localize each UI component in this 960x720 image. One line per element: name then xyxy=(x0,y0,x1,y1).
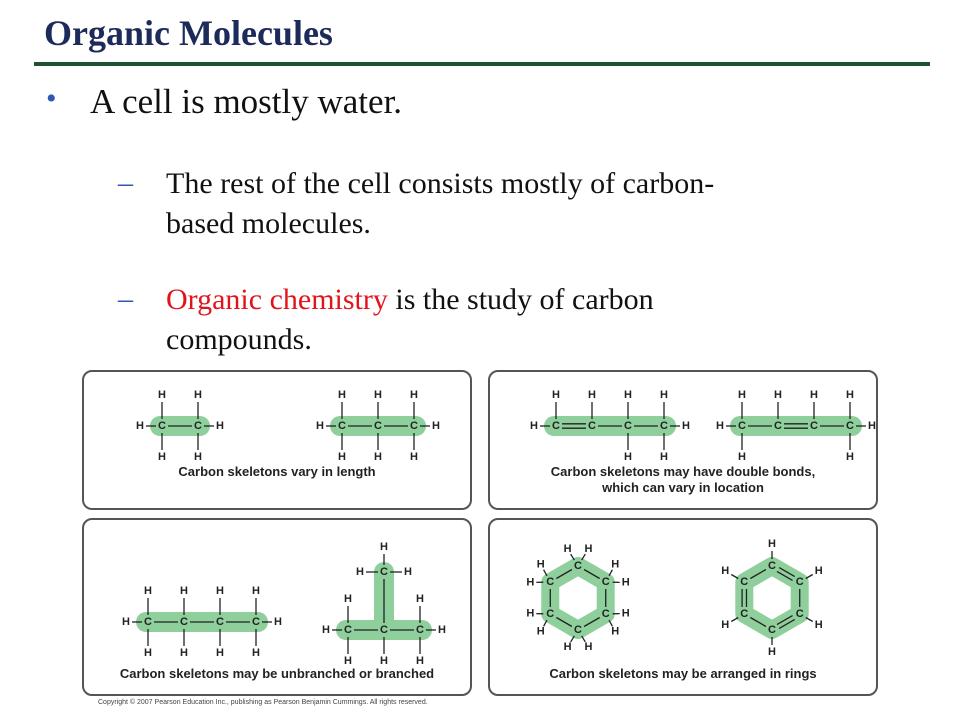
caption-double-line-2: which can vary in location xyxy=(602,480,764,495)
carbon-atom: C xyxy=(768,624,776,636)
caption-length: Carbon skeletons vary in length xyxy=(178,464,376,479)
hydrogen-atom: H xyxy=(144,585,152,597)
caption-double-bonds xyxy=(490,464,876,496)
hydrogen-atom: H xyxy=(716,420,724,432)
carbon-atom: C xyxy=(795,576,804,588)
carbon-skeleton-highlight xyxy=(550,566,605,630)
bullet-text: A cell is mostly water. xyxy=(90,82,403,121)
hydrogen-atom: H xyxy=(768,646,776,658)
hydrogen-atom: H xyxy=(810,389,818,401)
organic-chemistry-term: Organic chemistry xyxy=(166,283,388,316)
hydrogen-atom: H xyxy=(552,389,560,401)
hydrogen-atom: H xyxy=(322,624,330,636)
panel-double-bonds xyxy=(488,370,878,510)
hydrogen-atom: H xyxy=(252,585,260,597)
hydrogen-atom: H xyxy=(158,451,166,463)
hydrogen-atom: H xyxy=(122,616,130,628)
hydrogen-atom: H xyxy=(194,389,202,401)
hydrogen-atom: H xyxy=(216,585,224,597)
carbon-atom: C xyxy=(810,420,818,432)
hydrogen-atom: H xyxy=(738,451,746,463)
hydrogen-atom: H xyxy=(660,451,668,463)
hydrogen-atom: H xyxy=(180,585,188,597)
carbon-atom: C xyxy=(144,616,152,628)
hydrogen-atom: H xyxy=(563,641,572,654)
carbon-atom: C xyxy=(738,420,746,432)
hydrogen-atom: H xyxy=(416,655,424,667)
molecule-benzene xyxy=(716,528,836,658)
hydrogen-atom: H xyxy=(316,420,324,432)
title-divider xyxy=(34,62,930,66)
copyright-notice: Copyright © 2007 Pearson Education Inc., publishing as Pearson Benjamin Cummings. All rights reserved. xyxy=(98,699,428,706)
carbon-atom: C xyxy=(252,616,260,628)
hydrogen-atom: H xyxy=(526,607,535,620)
hydrogen-atom: H xyxy=(660,389,668,401)
carbon-atom: C xyxy=(344,624,352,636)
hydrogen-atom: H xyxy=(563,542,572,555)
panel-rings xyxy=(488,518,878,696)
carbon-atom: C xyxy=(624,420,632,432)
hydrogen-atom: H xyxy=(438,624,446,636)
hydrogen-atom: H xyxy=(621,576,630,589)
hydrogen-atom: H xyxy=(380,655,388,667)
carbon-atom: C xyxy=(380,624,388,636)
hydrogen-atom: H xyxy=(410,451,418,463)
hydrogen-atom: H xyxy=(721,565,730,577)
carbon-atom: C xyxy=(194,420,202,432)
hydrogen-atom: H xyxy=(216,420,224,432)
hydrogen-atom: H xyxy=(374,389,382,401)
hydrogen-atom: H xyxy=(356,566,364,578)
hydrogen-atom: H xyxy=(274,616,282,628)
hydrogen-atom: H xyxy=(158,389,166,401)
carbon-atom: C xyxy=(380,566,388,578)
slide-title: Organic Molecules xyxy=(44,13,333,53)
hydrogen-atom: H xyxy=(536,558,545,571)
hydrogen-atom: H xyxy=(432,420,440,432)
hydrogen-atom: H xyxy=(624,389,632,401)
hydrogen-atom: H xyxy=(380,541,388,553)
hydrogen-atom: H xyxy=(144,647,152,659)
hydrogen-atom: H xyxy=(136,420,144,432)
carbon-atom: C xyxy=(416,624,424,636)
carbon-atom: C xyxy=(338,420,346,432)
hydrogen-atom: H xyxy=(814,565,823,577)
carbon-atom: C xyxy=(374,420,382,432)
hydrogen-atom: H xyxy=(410,389,418,401)
sub-bullet-1-line-1: The rest of the cell consists mostly of carbon- xyxy=(166,167,715,200)
hydrogen-atom: H xyxy=(252,647,260,659)
hydrogen-atom: H xyxy=(416,593,424,605)
carbon-atom: C xyxy=(768,560,776,572)
caption-double-line-1: Carbon skeletons may have double bonds, xyxy=(550,464,816,479)
hydrogen-atom: H xyxy=(584,542,593,555)
hydrogen-atom: H xyxy=(180,647,188,659)
sub-bullet-2-rest: is the study of carbon xyxy=(387,283,654,316)
sub-bullet-2-line-2: compounds. xyxy=(166,323,312,356)
panel-length xyxy=(82,370,472,510)
carbon-atom: C xyxy=(795,608,804,620)
sub-bullet-1 xyxy=(166,164,866,244)
hydrogen-atom: H xyxy=(738,389,746,401)
carbon-atom: C xyxy=(546,608,555,620)
hydrogen-atom: H xyxy=(846,389,854,401)
hydrogen-atom: H xyxy=(682,420,690,432)
carbon-atom: C xyxy=(574,560,582,572)
carbon-atom: C xyxy=(846,420,854,432)
sub-bullet-2-line-1 xyxy=(166,280,866,320)
hydrogen-atom: H xyxy=(216,647,224,659)
carbon-skeleton-highlight xyxy=(744,566,799,630)
hydrogen-atom: H xyxy=(338,389,346,401)
hydrogen-atom: H xyxy=(846,451,854,463)
carbon-skeleton-figure xyxy=(76,368,884,698)
sub-bullet-dash-2: – xyxy=(118,282,133,315)
carbon-atom: C xyxy=(180,616,188,628)
sub-bullet-2 xyxy=(166,280,866,360)
bullet-marker: • xyxy=(46,82,57,115)
carbon-atom: C xyxy=(574,624,582,636)
carbon-atom: C xyxy=(546,576,555,588)
carbon-atom: C xyxy=(774,420,782,432)
hydrogen-atom: H xyxy=(814,619,823,631)
hydrogen-atom: H xyxy=(868,420,876,432)
caption-branching: Carbon skeletons may be unbranched or branched xyxy=(119,666,435,681)
carbon-atom: C xyxy=(158,420,166,432)
panel-branching xyxy=(82,518,472,696)
hydrogen-atom: H xyxy=(344,593,352,605)
hydrogen-atom: H xyxy=(194,451,202,463)
hydrogen-atom: H xyxy=(536,625,545,638)
caption-rings: Carbon skeletons may be arranged in rings xyxy=(549,666,817,681)
hydrogen-atom: H xyxy=(624,451,632,463)
molecule-butane xyxy=(110,576,280,676)
carbon-atom: C xyxy=(601,576,610,588)
hydrogen-atom: H xyxy=(611,558,620,571)
hydrogen-atom: H xyxy=(588,389,596,401)
sub-bullet-1-line-2: based molecules. xyxy=(166,207,371,240)
hydrogen-atom: H xyxy=(584,641,593,654)
hydrogen-atom: H xyxy=(721,619,730,631)
hydrogen-atom: H xyxy=(774,389,782,401)
hydrogen-atom: H xyxy=(530,420,538,432)
hydrogen-atom: H xyxy=(404,566,412,578)
hydrogen-atom: H xyxy=(768,538,776,550)
molecule-cyclohexane xyxy=(526,542,636,662)
hydrogen-atom: H xyxy=(611,625,620,638)
sub-bullet-dash-1: – xyxy=(118,166,133,199)
carbon-atom: C xyxy=(660,420,668,432)
carbon-atom: C xyxy=(740,608,749,620)
hydrogen-atom: H xyxy=(526,576,535,589)
carbon-atom: C xyxy=(552,420,560,432)
hydrogen-atom: H xyxy=(621,607,630,620)
hydrogen-atom: H xyxy=(374,451,382,463)
carbon-atom: C xyxy=(216,616,224,628)
carbon-atom: C xyxy=(601,608,610,620)
hydrogen-atom: H xyxy=(344,655,352,667)
carbon-atom: C xyxy=(740,576,749,588)
carbon-atom: C xyxy=(410,420,418,432)
hydrogen-atom: H xyxy=(338,451,346,463)
carbon-atom: C xyxy=(588,420,596,432)
molecule-isobutane xyxy=(310,526,450,676)
